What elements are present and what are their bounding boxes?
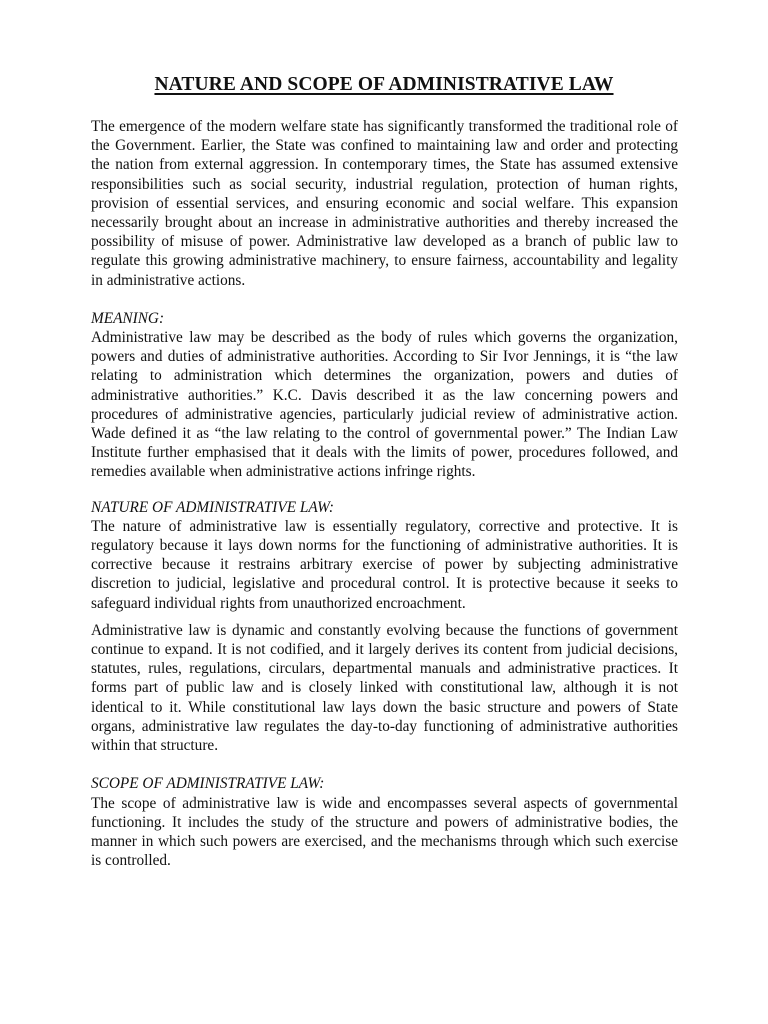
intro-paragraph: The emergence of the modern welfare state has significantly transformed the traditional role of the Government. Earlier, the State was confined to maintaining law and order and protecting the nation from external aggression. In contemporary times, the State has assumed extensive responsibilities such as social security, industrial regulation, protection of human rights, provision of essential services, and ensuring economic and social welfare. This expansion necessarily brought about an increase in administrative authorities and thereby increased the possibility of misuse of power. Administrative law developed as a branch of public law to regulate this growing administrative machinery, to ensure fairness, accountability and legality in administrative actions. <box>91 118 678 289</box>
section-heading-meaning: MEANING: <box>91 309 165 327</box>
section-heading-scope: SCOPE OF ADMINISTRATIVE LAW: <box>91 775 325 793</box>
document-title <box>0 73 768 97</box>
section-heading-nature: NATURE OF ADMINISTRATIVE LAW: <box>91 498 335 516</box>
document-body <box>91 117 678 870</box>
section-paragraph: Administrative law may be described as the body of rules which governs the organization, powers and duties of administrative authorities. According to Sir Ivor Jennings, it is “the law relating to administration which determines the organization, powers and duties of administrative authorities.” K.C. Davis described it as the law concerning powers and procedures of administrative agencies, particularly judicial review of administrative action. Wade defined it as “the law relating to the control of governmental power.” The Indian Law Institute further emphasised that it deals with the limits of power, procedures followed, and remedies available when administrative actions infringe rights. <box>91 329 678 481</box>
section-paragraph: Administrative law is dynamic and constantly evolving because the functions of government continue to expand. It is not codified, and it largely derives its content from judicial decisions, statutes, rules, regulations, circulars, departmental manuals and administrative practices. It forms part of public law and is closely linked with constitutional law, although it is not identical to it. While constitutional law lays down the basic structure and powers of State organs, administrative law regulates the day-to-day functioning of administrative authorities within that structure. <box>91 621 678 755</box>
section-paragraph: The nature of administrative law is essentially regulatory, corrective and protective. It is regulatory because it lays down norms for the functioning of administrative authorities. It is corrective because it restrains arbitrary exercise of power by subjecting administrative discretion to judicial, legislative and procedural control. It is protective because it seeks to safeguard individual rights from unauthorized encroachment. <box>91 517 678 612</box>
document-title-text: NATURE AND SCOPE OF ADMINISTRATIVE LAW <box>154 74 614 95</box>
section-paragraph: The scope of administrative law is wide and encompasses several aspects of governmental functioning. It includes the study of the structure and powers of administrative bodies, the manner in which such powers are exercised, and the mechanisms through which such exercise is controlled. <box>91 794 678 870</box>
